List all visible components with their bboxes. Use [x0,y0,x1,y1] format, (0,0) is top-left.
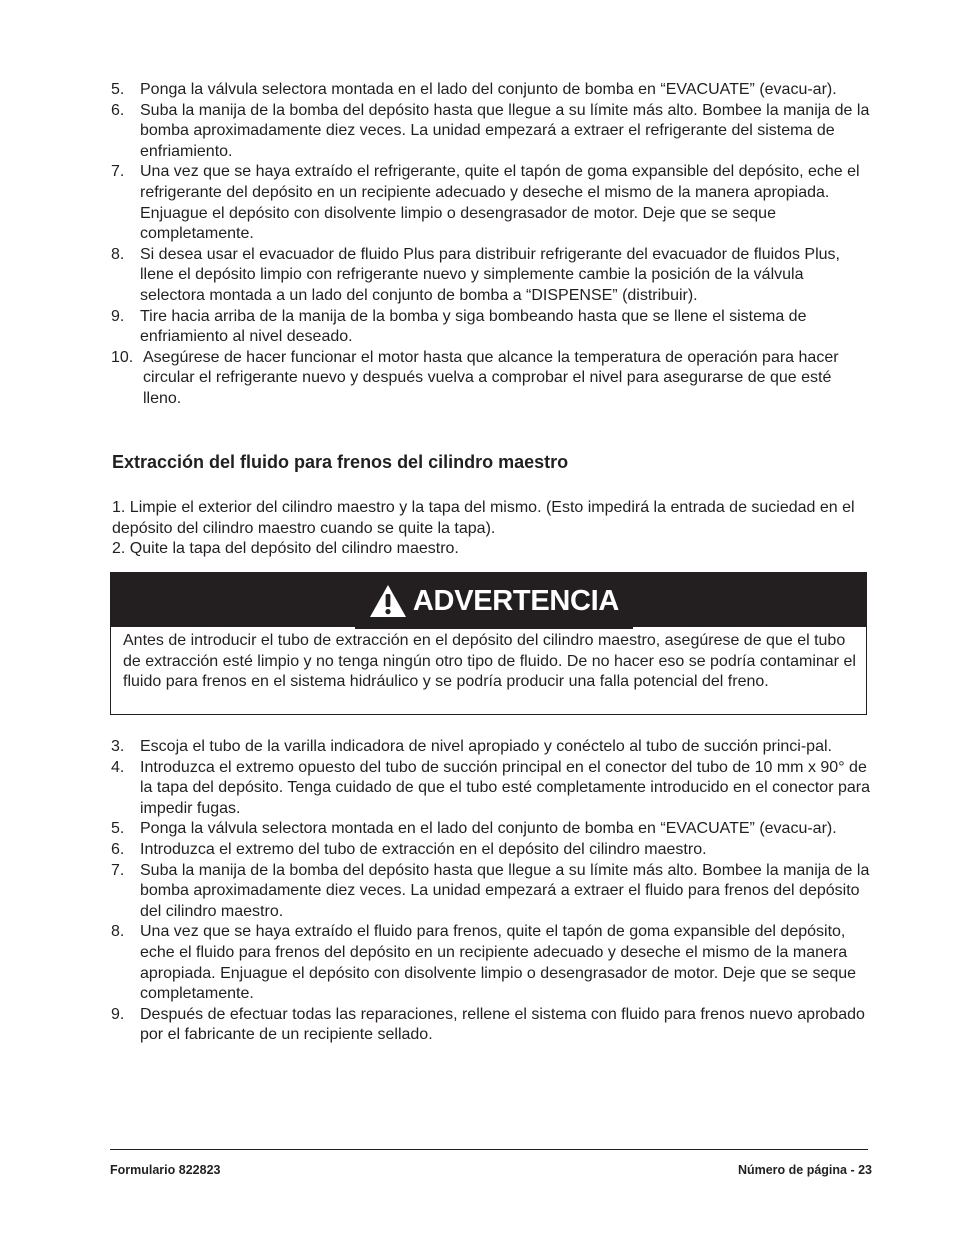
step-text: Una vez que se haya extraído el fluido para frenos, quite el tapón de goma expansible del depósito, eche el fluido para frenos del depósito en un recipiente adecuado y deseche el mismo de la manera apropiada. Enjuague el depósito con disolvente limpio o desengrasador de motor. Deje que se seque completamente. [140,923,857,1003]
list-item [111,101,871,163]
step-number: 4. [111,758,125,776]
intro-step: 2. Quite la tapa del depósito del cilindro maestro. [112,540,459,558]
intro-steps [112,498,872,560]
step-number: 6. [111,840,125,858]
step-number: 6. [111,101,125,119]
list-item [111,819,871,840]
step-number: 5. [111,81,125,98]
footer-divider [110,1149,868,1150]
step-text: Ponga la válvula selectora montada en el lado del conjunto de bomba en “EVACUATE” (evacu-ar). [140,81,837,98]
list-item [111,1005,871,1046]
step-text: Suba la manija de la bomba del depósito hasta que llegue a su límite más alto. Bombee la manija de la bomba aproximadamente diez veces. La unidad empezará a extraer el refrigerante del sistema de enfriamiento. [140,101,870,160]
step-number: 9. [111,307,125,325]
warning-box [110,572,867,715]
step-text: Asegúrese de hacer funcionar el motor hasta que alcance la temperatura de operación para hacer circular el refrigerante nuevo y después vuelva a comprobar el nivel para asegurarse de que esté lleno. [143,348,839,407]
step-text: Introduzca el extremo del tubo de extracción en el depósito del cilindro maestro. [140,840,707,858]
step-text: Una vez que se haya extraído el refrigerante, quite el tapón de goma expansible del depósito, eche el refrigerante del depósito en un recipiente adecuado y deseche el mismo de la manera apropiada. Enjuague el depósito con disolvente limpio o desengrasador de motor. Deje que se seque completamente. [140,163,860,243]
list-item [111,737,871,758]
list-item [111,80,871,101]
step-text: Introduzca el extremo opuesto del tubo de succión principal en el conector del tubo de 10 mm x 90° de la tapa del depósito. Tenga cuidado de que el tubo esté completamente introducido en el conector para impedir fugas. [140,758,870,817]
step-number: 7. [111,163,125,181]
step-number: 9. [111,1005,125,1023]
coolant-steps-list [111,80,871,410]
step-number: 5. [111,820,125,838]
list-item [111,758,871,820]
step-text: Tire hacia arriba de la manija de la bomba y siga bombeando hasta que se llene el sistema de enfriamiento al nivel deseado. [140,307,807,346]
step-number: 8. [111,923,125,941]
section-heading: Extracción del fluido para frenos del cilindro maestro [112,452,569,472]
list-item [111,922,871,1004]
form-number: Formulario 822823 [110,1163,221,1177]
step-number: 8. [111,245,125,263]
list-item [111,348,871,410]
step-text: Ponga la válvula selectora montada en el lado del conjunto de bomba en “EVACUATE” (evacu-ar). [140,820,837,838]
list-item [111,840,871,861]
step-text: Escoja el tubo de la varilla indicadora de nivel apropiado y conéctelo al tubo de succión princi-pal. [140,738,832,755]
warning-text: Antes de introducir el tubo de extracción en el depósito del cilindro maestro, asegúrese de que el tubo de extracción esté limpio y no tenga ningún otro tipo de fluido. De no hacer eso se podría contaminar el fluido para frenos en el sistema hidráulico y se podría producir una falla potencial del freno. [123,632,856,691]
warning-title-text: ADVERTENCIA [412,584,620,617]
intro-step: 1. Limpie el exterior del cilindro maestro y la tapa del mismo. (Esto impedirá la entrada de suciedad en el depósito del cilindro maestro cuando se quite la tapa). [112,499,855,537]
warning-triangle-icon [369,584,407,618]
list-item [111,307,871,348]
list-item [111,245,871,307]
brake-fluid-steps-list [111,737,871,1046]
step-number: 7. [111,861,125,879]
step-number: 3. [111,738,125,755]
warning-title [355,573,633,629]
warning-header-bar [111,573,866,627]
list-item [111,162,871,244]
step-text: Después de efectuar todas las reparaciones, rellene el sistema con fluido para frenos nuevo aprobado por el fabricante de un recipiente sellado. [140,1005,865,1044]
list-item [111,861,871,923]
step-text: Si desea usar el evacuador de fluido Plus para distribuir refrigerante del evacuador de fluidos Plus, llene el depósito limpio con refrigerante nuevo y simplemente cambie la posición de la válvula selectora montada a un lado del conjunto de bomba a “DISPENSE” (distribuir). [140,245,840,304]
step-number: 10. [111,348,134,366]
page-number: Número de página - 23 [737,1163,872,1177]
step-text: Suba la manija de la bomba del depósito hasta que llegue a su límite más alto. Bombee la manija de la bomba aproximadamente diez veces. La unidad empezará a extraer el fluido para frenos del depósito del cilindro maestro. [140,861,870,920]
